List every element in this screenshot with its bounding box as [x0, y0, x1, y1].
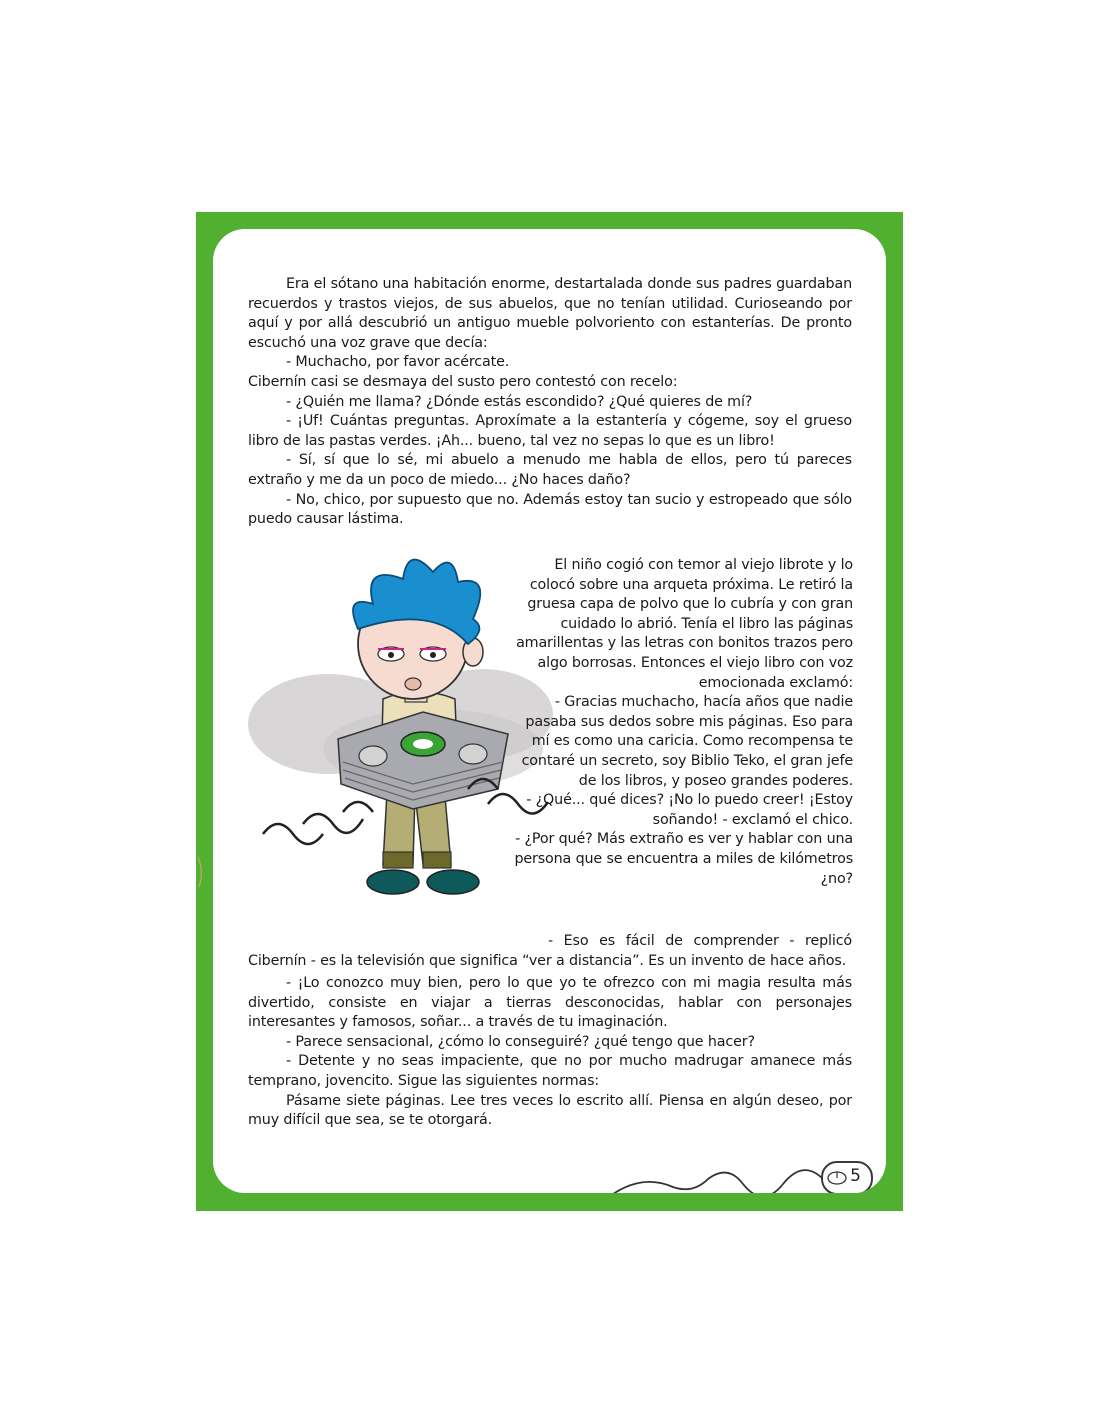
dialogue-line: - Muchacho, por favor acércate. [286, 354, 510, 371]
dialogue-line: - ¿Por qué? Más extraño es ver y hablar con una persona que se encuentra a miles de kilómetros ¿no? [514, 831, 853, 887]
dialogue-line: - ¡Lo conozco muy bien, pero lo que yo te ofrezco con mi magia resulta más divertido, consiste en viajar a tierras desconocidas, hablar con personajes interesantes y famosos, soñar... a través de tu imaginación. [248, 975, 852, 1031]
dialogue-line: - Parece sensacional, ¿cómo lo conseguiré? ¿qué tengo que hacer? [286, 1033, 755, 1050]
story-text-middle [248, 932, 852, 971]
paragraph: Cibernín casi se desmaya del susto pero contestó con recelo: [248, 373, 678, 390]
dialogue-line: - Detente y no seas impaciente, que no por mucho madrugar amanece más temprano, jovencito. Sigue las siguientes normas: [248, 1053, 852, 1089]
dialogue-line: - ¿Quién me llama? ¿Dónde estás escondido? ¿Qué quieres de mí? [286, 393, 753, 410]
dialogue-line: - No, chico, por supuesto que no. Además estoy tan sucio y estropeado que sólo puedo causar lástima. [248, 491, 852, 528]
page-card [213, 229, 886, 1193]
computer-mouse-icon [821, 1161, 873, 1193]
paragraph: Pásame siete páginas. Lee tres veces lo escrito allí. Piensa en algún deseo, por muy difícil que sea, se te otorgará. [248, 1092, 852, 1129]
story-text-bottom [248, 974, 852, 1131]
paragraph: Era el sótano una habitación enorme, destartalada donde sus padres guardaban recuerdos y trastos viejos, de sus abuelos, que no tenían utilidad. Curioseando por aquí y por allá descubrió un antiguo mueble polvoriento con estanterías. De pronto escuchó una voz grave que decía: [248, 276, 852, 351]
mouse-icon [827, 1171, 847, 1185]
dialogue-line: - Sí, sí que lo sé, mi abuelo a menudo me habla de ellos, pero tú pareces extraño y me da un poco de miedo... ¿No haces daño? [248, 452, 852, 488]
paragraph: El niño cogió con temor al viejo librote y lo colocó sobre una arqueta próxima. Le retiró la gruesa capa de polvo que lo cubría y con gran cuidado lo abrió. Tenía el libro las páginas amarillentas y las letras con bonitos trazos pero algo borrosas. Entonces el viejo libro con voz emocionada exclamó: [516, 557, 853, 691]
mouse-cable-icon [513, 1139, 843, 1193]
story-text-top [248, 275, 852, 530]
page-number: 5 [850, 1166, 861, 1186]
dialogue-line: - Gracias muchacho, hacía años que nadie pasaba sus dedos sobre mis páginas. Eso para mí es como una caricia. Como recompensa te contaré un secreto, soy Biblio Teko, el gran jefe de los libros, y poseo grandes poderes. [521, 694, 853, 789]
dialogue-line: - ¿Qué... qué dices? ¡No lo puedo creer! ¡Estoy soñando! - exclamó el chico. [526, 792, 853, 828]
dialogue-line: - ¡Uf! Cuántas preguntas. Aproxímate a la estantería y cógeme, soy el grueso libro de las pastas verdes. ¡Ah... bueno, tal vez no sepas lo que es un libro! [248, 413, 852, 449]
green-page-frame [196, 212, 903, 1211]
stray-mark-icon [196, 852, 212, 892]
story-text-wrapped [508, 556, 853, 889]
dialogue-line: - Eso es fácil de comprender - replicó Cibernín - es la televisión que significa “ver a distancia”. Es un invento de hace años. [248, 933, 852, 969]
